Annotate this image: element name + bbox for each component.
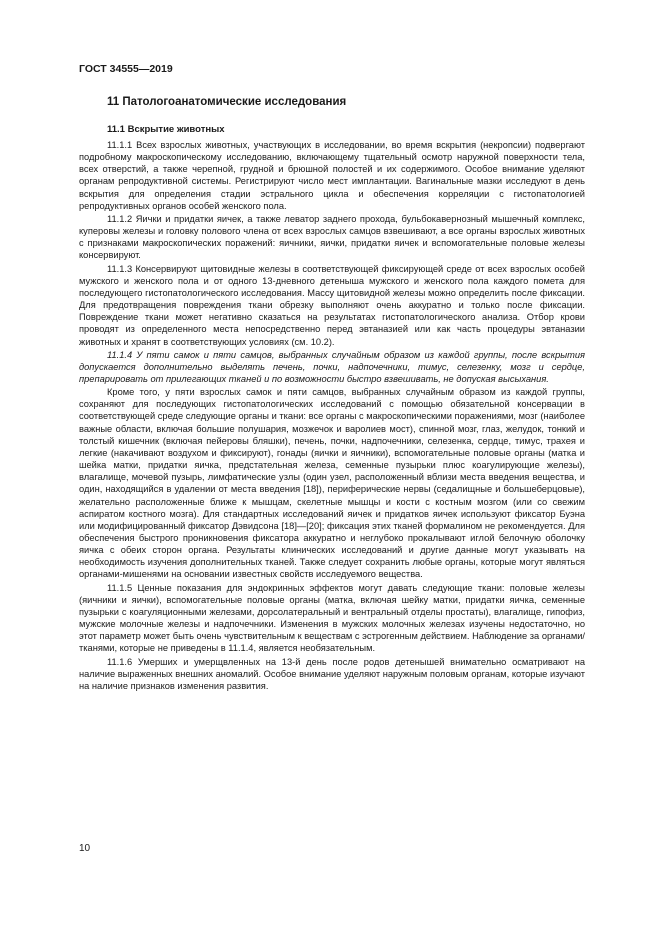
document-header: ГОСТ 34555—2019 xyxy=(79,63,173,75)
paragraph-11-1-6: 11.1.6 Умерших и умерщвленных на 13-й день после родов детенышей внимательно осматривают на наличие выраженных внешних аномалий. Особое внимание уделяют наружным половым органам, которые изучают на наличие признаков изменения развития. xyxy=(79,656,585,691)
paragraph-11-1-5: 11.1.5 Ценные показания для эндокринных эффектов могут давать следующие ткани: половые железы (яичники и яички), вспомогательные половые органы (матка, включая шейку матки, придатки яичка, семенные пузырьки с коагуляционными железами, дорсолатеральный и вентральный отделы простаты), влагалище, гипофиз, мужские молочные железы и надпочечники. Изменения в мужских молочных железах изучены недостаточно, но этот параметр может быть очень чувствительным к веществам с эстрогенным действием. Наблюдение за органами/тканями, которые не приведены в 11.1.4, является необязательным. xyxy=(79,582,585,654)
subsection-title: 11.1 Вскрытие животных xyxy=(107,124,225,135)
section-title: 11 Патологоанатомические исследования xyxy=(107,96,347,108)
paragraph-11-1-4: 11.1.4 У пяти самок и пяти самцов, выбранных случайным образом из каждой группы, после вскрытия допускается дополнительно выделять печень, почки, надпочечники, тимус, селезенку, мозг и сердце, препарировать от прилегающих тканей и по возможности быстро взвешивать, не допуская высыхания. xyxy=(79,349,585,384)
page-number: 10 xyxy=(79,843,91,854)
paragraph-11-1-2: 11.1.2 Яички и придатки яичек, а также леватор заднего прохода, бульбокавернозный мышечный комплекс, куперовы железы и головку полового члена от всех взрослых самцов взвешивают, а все органы взрослых животных с признаками макроскопических поражений: яичники, яички, придатки яичек и вспомогательные половые железы консервируют. xyxy=(79,213,585,261)
paragraph-11-1-1: 11.1.1 Всех взрослых животных, участвующих в исследовании, во время вскрытия (некропсии) подвергают подробному макроскопическому исследованию, включающему тщательный осмотр наружной поверхности тела, всех отверстий, а также черепной, грудной и брюшной полостей и их содержимого. Особое внимание уделяют органам репродуктивной системы. Регистрируют число мест имплантации. Вагинальные мазки исследуют в день вскрытия для определения стадии эстрального цикла и обеспечения корреляции с гистопатологией репродуктивных органов особей женского пола. xyxy=(79,140,585,211)
paragraph-11-1-4-continued: Кроме того, у пяти взрослых самок и пяти самцов, выбранных случайным образом из каждой группы, сохраняют для последующих гистопатологических исследований с помощью обязательной консервации в соответствующей среде следующие органы и ткани: все органы с макроскопическими поражениями, мозг (наиболее важные области, включая большие полушария, мозжечок и варолиев мост), спинной мозг, глаз, желудок, тонкий и толстый кишечник (включая пейеровы бляшки), печень, почки, надпочечники, селезенка, сердце, тимус, трахея и легкие (накачивают воздухом и фиксируют), гонады (яички и яичники), вспомогательные половые органы (матка и шейка матки, придатки яичка, предстательная железа, семенные пузырьки плюс коагулирующие железы), влагалище, мочевой пузырь, лимфатические узлы (один узел, расположенный вблизи места введения вещества, и один, находящийся в удалении от места введения [18]), периферические нервы (седалищные и большеберцовые), желательно расположенные ближе к мышцам, скелетные мышцы и кости с костным мозгом (или со свежим аспиратом костного мозга). Для стандартных исследований яичек и придатков яичек используют фиксатор Буэна или модифицированный фиксатор Дэвидсона [18]—[20]; фиксация этих тканей формалином не рекомендуется. Для обеспечения быстрого проникновения фиксатора аккуратно и неглубоко прокалывают иглой белочную оболочку яичка с обеих сторон органа. Результаты клинических исследований и другие данные могут указывать на необходимость изучения дополнительных тканей. Также следует сохранить любые органы, которые могут являться органами-мишенями на основании известных свойств исследуемого вещества. xyxy=(79,387,585,580)
paragraph-11-1-3: 11.1.3 Консервируют щитовидные железы в соответствующей фиксирующей среде от всех взрослых особей мужского и женского пола и от одного 13-дневного детеныша мужского и женского пола каждого помета для последующего гистопатологического исследования. Массу щитовидной железы можно определить после фиксации. Для предотвращения повреждения ткани обрезку выполняют очень аккуратно и только после фиксации. Повреждение ткани может негативно сказаться на результатах гистопатологического анализа. Отбор крови проводят из определенного места непосредственно перед эвтаназией или как часть процедуры эвтаназии животных и хранят в соответствующих условиях (см. 10.2). xyxy=(79,263,585,347)
body-text xyxy=(79,139,585,692)
